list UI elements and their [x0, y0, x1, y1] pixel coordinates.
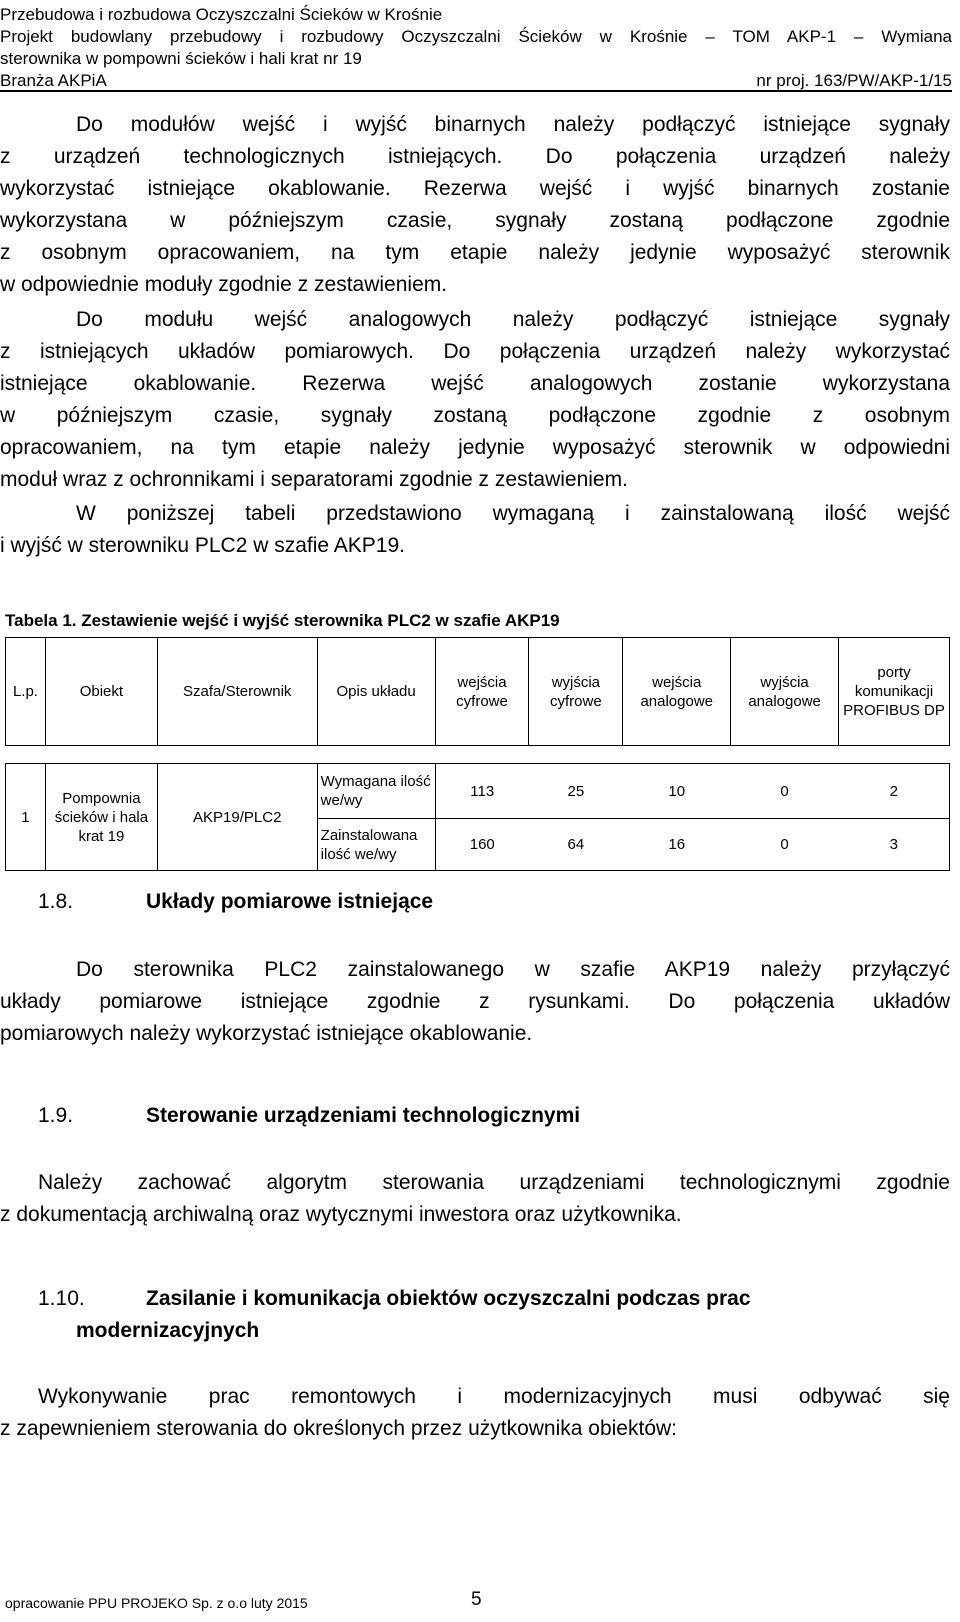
cell-description: Zainstalowana ilość we/wy	[317, 819, 435, 871]
text-line: w późniejszym czasie, sygnały zostaną podłączone zgodnie z osobnym	[0, 404, 950, 427]
project-number: nr proj. 163/PW/AKP-1/15	[756, 71, 952, 90]
header-object: Obiekt	[45, 638, 157, 746]
branch-label: Branża AKPiA	[0, 71, 107, 90]
cell-ao: 0	[731, 764, 839, 819]
text-line: moduł wraz z ochronnikami i separatorami zgodnie z zestawieniem.	[0, 468, 628, 491]
cell-dp: 2	[839, 764, 950, 819]
paragraph-table-intro	[0, 498, 950, 562]
text-line: z urządzeń technologicznych istniejących. Do połączenia urządzeń należy	[0, 145, 950, 168]
text-line: opracowaniem, na tym etapie należy jedynie wyposażyć sterownik w odpowiedni	[0, 436, 950, 459]
cell-cabinet: AKP19/PLC2	[157, 764, 317, 871]
text-line: pomiarowych należy wykorzystać istniejące okablowanie.	[0, 1022, 533, 1045]
section-number: 1.10.	[38, 1287, 85, 1310]
cell-di: 113	[435, 764, 529, 819]
text-line: i wyjść w sterowniku PLC2 w szafie AKP19.	[0, 534, 405, 557]
text-line: z zapewnieniem sterowania do określonych przez użytkownika obiektów:	[0, 1417, 678, 1440]
header-analog-outputs: wyjścia analogowe	[731, 638, 839, 746]
table-spacer-row	[6, 746, 950, 764]
section-1-10-heading	[38, 1287, 938, 1357]
paragraph-measurement	[0, 954, 950, 1050]
page-number: 5	[471, 1589, 482, 1610]
header-rule	[0, 90, 952, 92]
cell-object: Pompownia ścieków i hala krat 19	[45, 764, 157, 871]
text-line: z istniejących układów pomiarowych. Do połączenia urządzeń należy wykorzystać	[0, 340, 950, 363]
footer-text: opracowanie PPU PROJEKO Sp. z o.o luty 2015	[5, 1595, 308, 1611]
header-line3: sterownika w pompowni ścieków i hali krat nr 19	[0, 49, 362, 68]
cell-ai: 10	[623, 764, 731, 819]
text-line: Należy zachować algorytm sterowania urządzeniami technologicznymi zgodnie	[38, 1171, 950, 1194]
section-title-continued: modernizacyjnych	[76, 1319, 260, 1342]
cell-di: 160	[435, 819, 529, 871]
section-number: 1.8.	[38, 890, 74, 913]
paragraph-control	[0, 1167, 950, 1231]
io-table	[5, 637, 950, 871]
text-line: istniejące okablowanie. Rezerwa wejść analogowych zostanie wykorzystana	[0, 372, 950, 395]
page-header	[0, 4, 952, 92]
text-line: układy pomiarowe istniejące zgodnie z rysunkami. Do połączenia układów	[0, 990, 950, 1013]
text-line: Do modułu wejść analogowych należy podłączyć istniejące sygnały	[76, 308, 950, 331]
cell-do: 64	[529, 819, 623, 871]
header-line4	[0, 70, 952, 92]
section-title: Zasilanie i komunikacja obiektów oczyszczalni podczas prac	[146, 1287, 751, 1310]
header-profibus-ports: porty komunikacji PROFIBUS DP	[839, 638, 950, 746]
table-caption: Tabela 1. Zestawienie wejść i wyjść sterownika PLC2 w szafie AKP19	[5, 611, 560, 630]
section-title: Sterowanie urządzeniami technologicznymi	[146, 1104, 581, 1127]
paragraph-binary-io	[0, 109, 950, 301]
header-description: Opis układu	[317, 638, 435, 746]
header-analog-inputs: wejścia analogowe	[623, 638, 731, 746]
text-line: W poniższej tabeli przedstawiono wymaganą i zainstalowaną ilość wejść	[76, 502, 950, 525]
cell-ao: 0	[731, 819, 839, 871]
section-number: 1.9.	[38, 1104, 74, 1127]
text-line: Do sterownika PLC2 zainstalowanego w szafie AKP19 należy przyłączyć	[76, 958, 950, 981]
header-cabinet: Szafa/Sterownik	[157, 638, 317, 746]
section-title: Układy pomiarowe istniejące	[146, 890, 434, 913]
header-digital-inputs: wejścia cyfrowe	[435, 638, 529, 746]
header-digital-outputs: wyjścia cyfrowe	[529, 638, 623, 746]
text-line: wykorzystać istniejące okablowanie. Rezerwa wejść i wyjść binarnych zostanie	[0, 177, 950, 200]
cell-dp: 3	[839, 819, 950, 871]
text-line: Wykonywanie prac remontowych i modernizacyjnych musi odbywać się	[38, 1385, 950, 1408]
text-line: z dokumentacją archiwalną oraz wytycznymi inwestora oraz użytkownika.	[0, 1203, 682, 1226]
text-line: z osobnym opracowaniem, na tym etapie należy jedynie wyposażyć sterownik	[0, 241, 950, 264]
cell-ai: 16	[623, 819, 731, 871]
text-line: wykorzystana w późniejszym czasie, sygnały zostaną podłączone zgodnie	[0, 209, 950, 232]
cell-lp: 1	[6, 764, 46, 871]
header-lp: L.p.	[6, 638, 46, 746]
table-row	[6, 764, 950, 819]
cell-description: Wymagana ilość we/wy	[317, 764, 435, 819]
text-line: Do modułów wejść i wyjść binarnych należy podłączyć istniejące sygnały	[76, 113, 950, 136]
table-header-row	[6, 638, 950, 746]
cell-do: 25	[529, 764, 623, 819]
header-line2: Projekt budowlany przebudowy i rozbudowy Oczyszczalni Ścieków w Krośnie – TOM AKP-1 – Wymiana	[0, 27, 952, 46]
paragraph-analog-io	[0, 304, 950, 496]
header-line1: Przebudowa i rozbudowa Oczyszczalni Ścieków w Krośnie	[0, 5, 443, 24]
paragraph-power	[0, 1381, 950, 1445]
text-line: w odpowiednie moduły zgodnie z zestawieniem.	[0, 273, 448, 296]
